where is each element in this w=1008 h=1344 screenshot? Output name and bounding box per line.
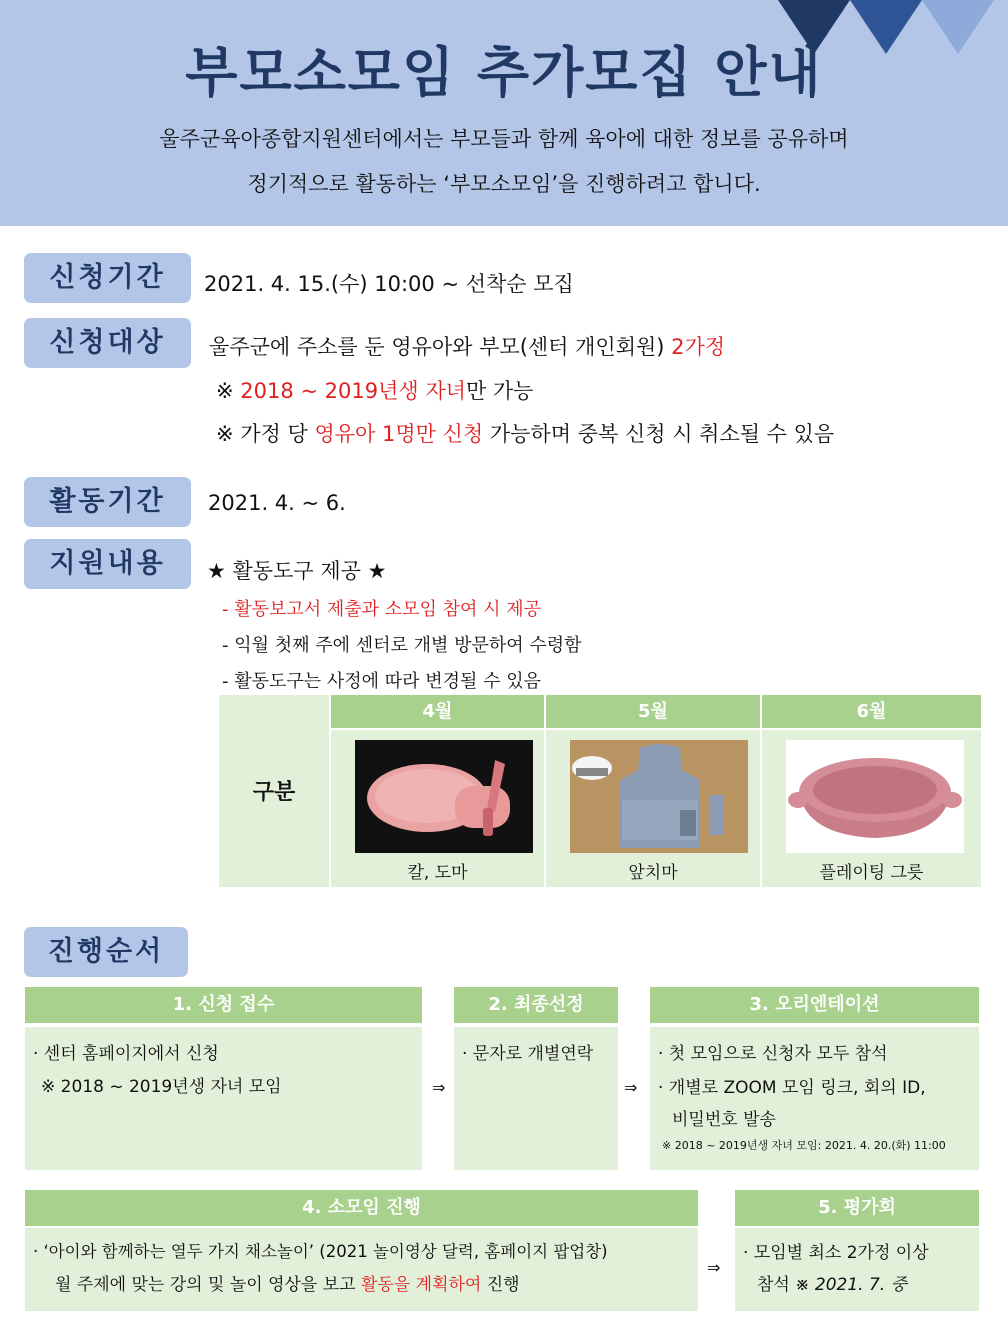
- target-label: 신청대상: [24, 318, 191, 368]
- plating-bowl-image: [786, 740, 964, 853]
- intro-line-2: 정기적으로 활동하는 ‘부모소모임’을 진행하려고 합니다.: [247, 172, 761, 196]
- month-header-4: 4월: [331, 695, 544, 728]
- period-label: 신청기간: [24, 253, 191, 303]
- step1-body: [25, 1027, 422, 1170]
- step1-line-2: ※ 2018 ~ 2019년생 자녀 모임: [41, 1077, 282, 1097]
- arrow-3: ⇒: [707, 1258, 721, 1277]
- step1-line-1: · 센터 홈페이지에서 신청: [33, 1044, 219, 1064]
- intro-line-1: 울주군육아종합지원센터에서는 부모들과 함께 육아에 대한 정보를 공유하며: [159, 127, 849, 151]
- step3-note: ※ 2018 ~ 2019년생 자녀 모임: 2021. 4. 20.(화) 11:00: [662, 1139, 946, 1152]
- support-title: ★ 활동도구 제공 ★: [207, 559, 387, 583]
- item-caption-5: 앞치마: [628, 863, 678, 883]
- step2-line-1: · 문자로 개별연락: [462, 1044, 594, 1064]
- support-bullet-3: - 활동도구는 사정에 따라 변경될 수 있음: [222, 671, 542, 692]
- month-header-5: 5월: [546, 695, 760, 728]
- tools-table: [219, 695, 981, 887]
- page-title: 부모소모임 추가모집 안내: [185, 41, 823, 104]
- arrow-1: ⇒: [432, 1078, 446, 1097]
- row-header-cell: [219, 695, 329, 887]
- apron-image: [570, 740, 748, 853]
- step3-line-3: 비밀번호 발송: [672, 1110, 776, 1130]
- step5-body: [735, 1228, 979, 1311]
- step3-header: 3. 오리엔테이션: [650, 987, 979, 1023]
- step4-body: [25, 1228, 698, 1311]
- support-bullet-1: - 활동보고서 제출과 소모임 참여 시 제공: [222, 599, 542, 620]
- header-banner: [0, 0, 1008, 226]
- process-label: 진행순서: [24, 927, 188, 977]
- support-label: 지원내용: [24, 539, 191, 589]
- target-line-2: ※ 2018 ~ 2019년생 자녀만 가능: [216, 379, 534, 403]
- item-caption-6: 플레이팅 그릇: [819, 863, 924, 883]
- step4-header: 4. 소모임 진행: [25, 1190, 698, 1226]
- step3-line-1: · 첫 모임으로 신청자 모두 참석: [658, 1044, 888, 1064]
- target-line-1: 울주군에 주소를 둔 영유아와 부모(센터 개인회원) 2가정: [209, 335, 726, 359]
- step4-line-2: 월 주제에 맞는 강의 및 놀이 영상을 보고 활동을 계획하여 진행: [55, 1275, 520, 1295]
- step1-header: 1. 신청 접수: [25, 987, 422, 1023]
- step5-line-1: · 모임별 최소 2가정 이상: [743, 1243, 929, 1263]
- period-text: 2021. 4. 15.(수) 10:00 ~ 선착순 모집: [204, 272, 574, 296]
- step2-body: [454, 1027, 618, 1170]
- activity-text: 2021. 4. ~ 6.: [208, 491, 346, 515]
- item-caption-4: 칼, 도마: [407, 863, 468, 883]
- step3-line-2: · 개별로 ZOOM 모임 링크, 회의 ID,: [658, 1078, 926, 1098]
- knife-cutting-board-image: [355, 740, 533, 853]
- step5-line-2: 참석 ※ 2021. 7. 중: [757, 1275, 908, 1295]
- support-bullet-2: - 익월 첫째 주에 센터로 개별 방문하여 수령함: [222, 635, 582, 656]
- step2-header: 2. 최종선정: [454, 987, 618, 1023]
- arrow-2: ⇒: [624, 1078, 638, 1097]
- step3-body: [650, 1027, 979, 1170]
- step5-header: 5. 평가회: [735, 1190, 979, 1226]
- month-header-6: 6월: [762, 695, 981, 728]
- row-header-label: 구분: [252, 780, 296, 805]
- step4-line-1: · ‘아이와 함께하는 열두 가지 채소놀이’ (2021 놀이영상 달력, 홈페이지 팝업창): [33, 1242, 608, 1261]
- activity-label: 활동기간: [24, 477, 191, 527]
- target-line-3: ※ 가정 당 영유아 1명만 신청 가능하며 중복 신청 시 취소될 수 있음: [216, 422, 835, 446]
